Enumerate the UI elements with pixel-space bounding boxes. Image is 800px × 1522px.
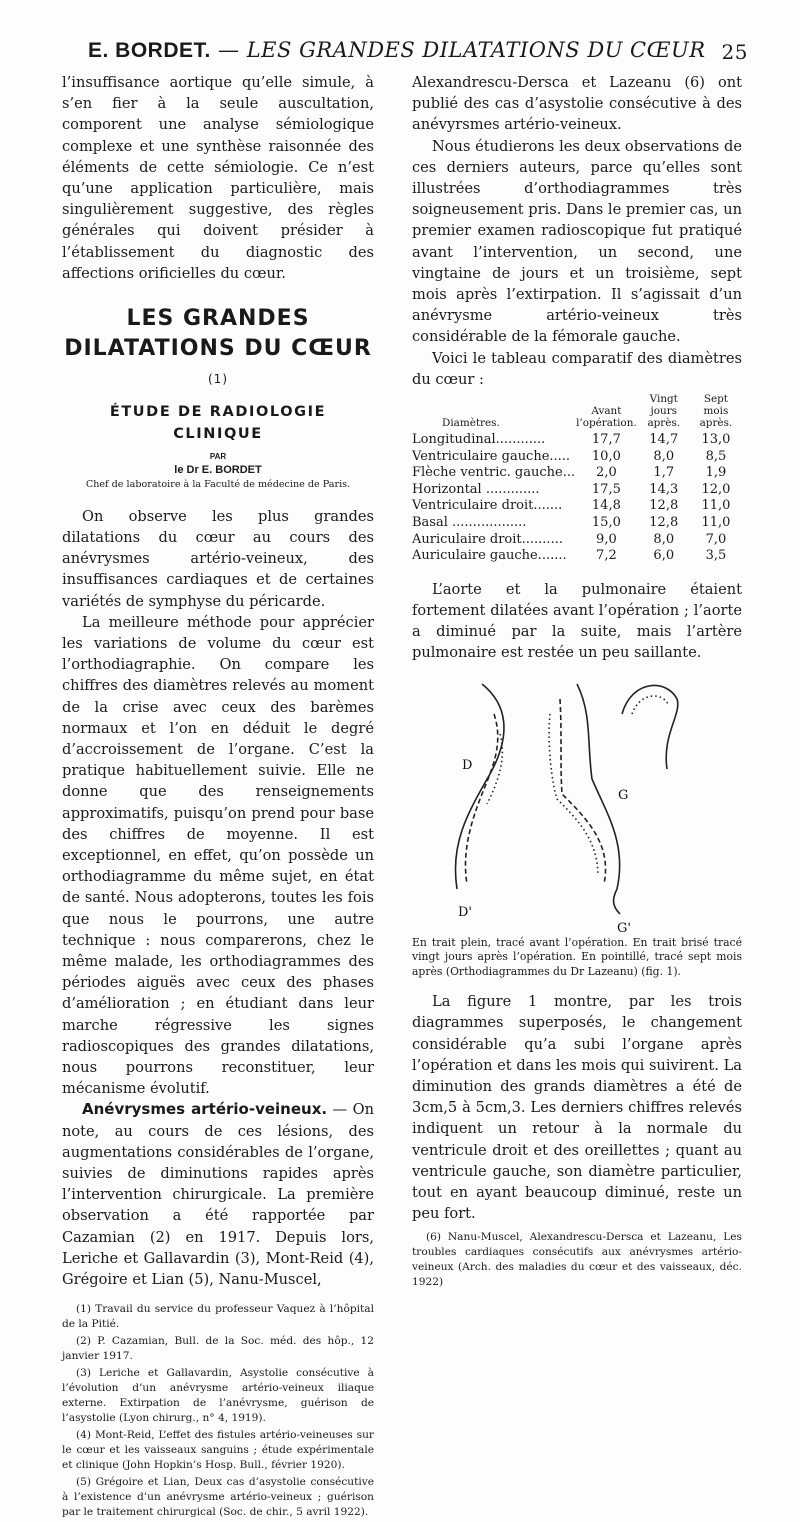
left-column <box>62 72 374 1522</box>
table-cell: Horizontal ............. <box>412 481 540 497</box>
table-cell: Basal .................. <box>412 515 527 531</box>
figure-caption <box>412 936 742 980</box>
table-row <box>412 465 742 482</box>
diameters-table <box>412 392 742 565</box>
right-contour-dotted <box>632 696 668 714</box>
subhead-dash: — <box>327 1101 353 1119</box>
paragraph-1: On observe les plus grandes dilatations du cœur au cours des anévrysmes artério-veineux, des insuffisances cardiaques et de certaines variétés de symphyse du péricarde. <box>62 507 374 610</box>
subhead-anevrysmes: Anévrysmes artério-veineux. <box>82 1100 328 1119</box>
table-cell: Auriculaire gauche....... <box>412 548 567 564</box>
left-contour-dashed <box>465 714 497 884</box>
table-cell: 14,7 <box>649 432 679 448</box>
table-row <box>412 498 742 515</box>
table-cell: 10,0 <box>591 448 621 464</box>
header-author: E. BORDET. <box>88 39 211 62</box>
page-number: 25 <box>721 40 748 64</box>
left-contour-dotted <box>487 734 502 804</box>
article-author: le Dr E. BORDET <box>174 463 262 476</box>
table-cell: 1,7 <box>653 465 675 481</box>
right-column <box>412 72 742 1290</box>
running-header <box>88 38 748 68</box>
footnote: (3) Leriche et Gallavardin, Asystolie consécutive à l’évolution d’un anévrysme artério-veineux iliaque externe. Extirpation de l’anévrysme, guérison de l’asystolie (Lyon chirurg., n° 4, 1919). <box>62 1367 374 1425</box>
paragraph-r4: L’aorte et la pulmonaire étaient fortement dilatées avant l’opération ; l’aorte a diminué par la suite, mais l’artère pulmonaire est restée un peu saillante. <box>412 580 742 662</box>
table-cell: Ventriculaire droit....... <box>412 498 563 514</box>
table-cell: 1,9 <box>705 465 727 481</box>
paragraph-r5: La figure 1 montre, par les trois diagrammes superposés, le changement considérable qu’a subi l’organe après l’opération et dans les mois qui suivirent. La diminution des grands diamètres a été de 3cm,5 à 5cm,3. Les derniers chiffres relevés indiquent un retour à la normale du ventricule droit et des oreillettes ; quant au ventricule gauche, son diamètre particulier, tout en ayant beaucoup diminué, reste un peu fort. <box>412 993 742 1223</box>
paragraph-3-body: On note, au cours de ces lésions, des augmentations considérables de l’organe, suivies de diminutions rapides après l’intervention chirurgicale. La première observation a été rapportée par Cazamian (2) en 1917. Depuis lors, Leriche et Gallavardin (3), Mont-Reid (4), Grégoire et Lian (5), Nanu-Muscel, <box>62 1101 375 1289</box>
table-row <box>412 548 742 565</box>
header-dash: — <box>218 38 240 62</box>
table-cell: 11,0 <box>701 498 731 514</box>
table-cell: 2,0 <box>596 465 617 481</box>
table-cell: 6,0 <box>653 548 675 564</box>
paragraph-r2: Nous étudierons les deux observations de ces derniers auteurs, parce qu’elles sont illustrées d’orthodiagrammes très soigneusement pris. Dans le premier cas, un premier examen radioscopique fut pratiqué avant l’intervention, un second, une vingtaine de jours et un troisième, sept mois après l’extirpation. Il s’agissait d’un anévrysme artério-veineux très considérable de la fémorale gauche. <box>412 137 742 346</box>
table-cell: 14,3 <box>649 481 679 497</box>
table-header-row <box>412 392 742 432</box>
table-cell: 12,8 <box>649 515 679 531</box>
table-cell: 7,2 <box>596 548 617 564</box>
table-cell: 9,0 <box>596 531 617 547</box>
paragraph-3 <box>62 1099 374 1290</box>
footnote: (2) P. Cazamian, Bull. de la Soc. méd. des hôp., 12 janvier 1917. <box>62 1335 374 1363</box>
table-row <box>412 449 742 466</box>
label-d-prime: D' <box>458 904 472 920</box>
article-title-note: (1) <box>208 372 228 387</box>
paragraph-r3: Voici le tableau comparatif des diamètres du cœur : <box>412 349 742 388</box>
figure-caption-text: En trait plein, tracé avant l’opération. En trait brisé tracé vingt jours après l’opération. En pointillé, tracé sept mois après (Orthodiagrammes du Dr Lazeanu) (fig. 1). <box>412 935 742 978</box>
table-header: Vingt jours après. <box>647 393 681 430</box>
table-header: Avant l’opération. <box>576 405 637 430</box>
table-cell: 14,8 <box>591 498 621 514</box>
label-g-prime: G' <box>617 920 631 934</box>
left-contour-solid <box>455 684 504 889</box>
table-cell: 12,8 <box>649 498 679 514</box>
footnote-right <box>412 1230 742 1290</box>
author-role: Chef de laboratoire à la Faculté de médecine de Paris. <box>85 478 351 490</box>
table-header: Sept mois après. <box>699 393 733 430</box>
table-row <box>412 432 742 449</box>
table-row <box>412 515 742 532</box>
par-label: PAR <box>209 451 227 461</box>
footnote: (5) Grégoire et Lian, Deux cas d’asystolie consécutive à l’existence d’un anévrysme artério-veineux ; guérison par le traitement chirurgical (Soc. de chir., 5 avril 1922). <box>62 1476 374 1519</box>
table-cell: 3,5 <box>705 548 727 564</box>
intro-paragraph: l’insuffisance aortique qu’elle simule, à s’en fier à la seule auscultation, comporent une analyse sémiologique complexe et une synthèse raisonnée des éléments de cette sémiologie. Ce n’est qu’une application particulière, mais singulièrement suggestive, des règles générales qui doivent présider à l’établissement du diagnostic des affections orificielles du cœur. <box>62 74 374 282</box>
table-cell: Ventriculaire gauche..... <box>412 448 571 464</box>
table-cell: Flèche ventric. gauche... <box>412 465 576 481</box>
table-cell: Longitudinal............ <box>412 432 546 448</box>
paragraph-r1: Alexandrescu-Dersca et Lazeanu (6) ont publié des cas d’asystolie consécutive à des anévyrsmes artério-veineux. <box>412 74 742 134</box>
table-cell: 17,7 <box>591 432 621 448</box>
table-cell: 8,5 <box>705 448 727 464</box>
paragraph-2: La meilleure méthode pour apprécier les variations de volume du cœur est l’orthodiagraphie. On compare les chiffres des diamètres relevés au moment de la crise avec ceux des barèmes normaux et l’on en déduit le degré d’accroissement de l’organe. C’est la pratique habituellement suivie. Elle ne donne que des renseignements approximatifs, puisqu’on prend pour base des chiffres de moyenne. Il est exceptionnel, en effet, qu’on possède un orthodiagramme du même sujet, en état de santé. Nous adopterons, toutes les fois que nous le pourrons, une autre technique : nous comparerons, chez le même malade, les orthodiagrammes des périodes aiguës avec ceux des phases d’amélioration ; en étudiant dans leur marche régressive les signes radioscopiques des grandes dilatations, nous pourrons reconstituer, leur mécanisme évolutif. <box>62 613 374 1098</box>
table-cell: Auriculaire droit.......... <box>412 531 563 547</box>
middle-contour-dotted <box>549 714 598 874</box>
right-contour-solid <box>622 685 678 769</box>
table-cell: 11,0 <box>701 515 731 531</box>
article-subtitle: ÉTUDE DE RADIOLOGIE CLINIQUE <box>109 404 327 442</box>
middle-contour-dashed <box>560 699 606 884</box>
footnote-6: (6) Nanu-Muscel, Alexandrescu-Dersca et Lazeanu, Les troubles cardiaques consécutifs aux anévrysmes artério-veineux (Arch. des maladies du cœur et des vaisseaux, déc. 1922) <box>412 1231 742 1289</box>
table-header: Diamètres. <box>442 417 500 430</box>
table-cell: 12,0 <box>701 481 731 497</box>
footnotes-left <box>62 1302 374 1520</box>
label-d: D <box>462 757 473 773</box>
header-title: LES GRANDES DILATATIONS DU CŒUR <box>246 38 706 62</box>
article-title-text: LES GRANDES DILATATIONS DU CŒUR <box>64 306 372 362</box>
table-row <box>412 482 742 499</box>
table-cell: 8,0 <box>653 531 675 547</box>
orthodiagram-drawing <box>412 674 742 934</box>
article-title <box>62 304 374 400</box>
table-row <box>412 532 742 549</box>
table-cell: 13,0 <box>701 432 731 448</box>
table-cell: 15,0 <box>591 515 621 531</box>
table-cell: 8,0 <box>653 448 675 464</box>
footnote: (4) Mont-Reid, L’effet des fistules artério-veineuses sur le cœur et les vaisseaux sanguins ; étude expérimentale et clinique (John Hopkin’s Hosp. Bull., février 1920). <box>62 1429 374 1472</box>
orthodiagram-figure <box>412 674 742 934</box>
table-cell: 7,0 <box>705 531 727 547</box>
label-g: G <box>618 787 629 803</box>
table-cell: 17,5 <box>591 481 621 497</box>
middle-contour-solid <box>577 684 620 914</box>
footnote: (1) Travail du service du professeur Vaquez à l’hôpital de la Pitié. <box>62 1303 374 1331</box>
